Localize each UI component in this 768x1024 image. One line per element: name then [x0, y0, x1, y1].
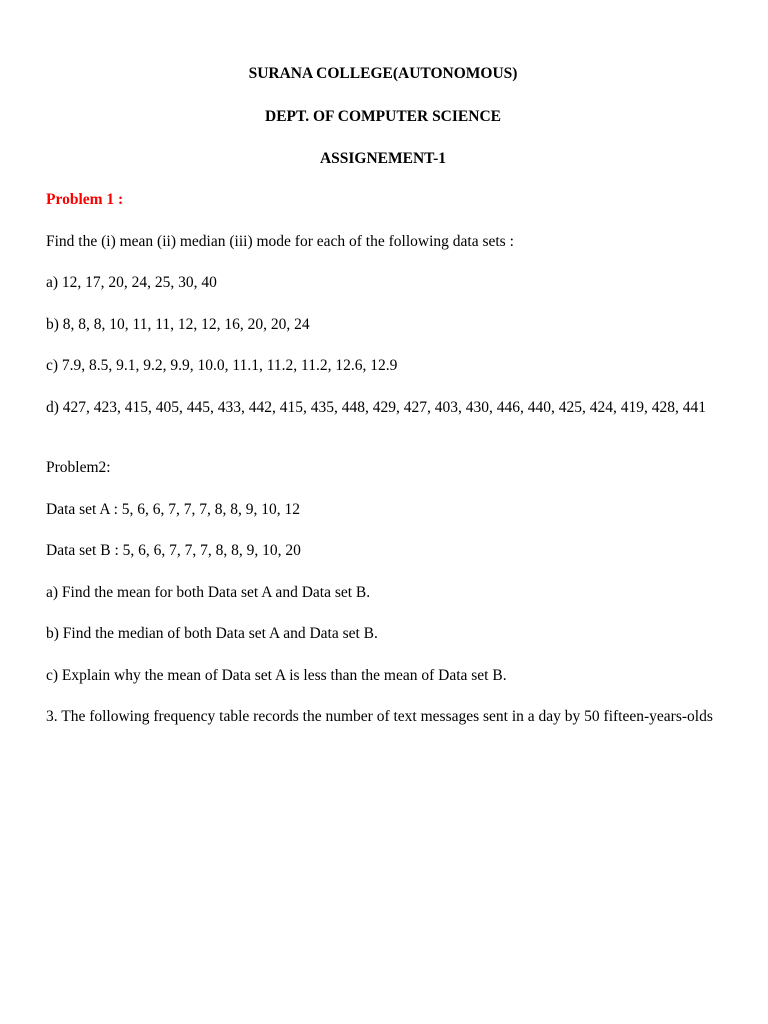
- data-set-b: Data set B : 5, 6, 6, 7, 7, 7, 8, 8, 9, 10, 20: [46, 542, 301, 559]
- problem1-item-c: c) 7.9, 8.5, 9.1, 9.2, 9.9, 10.0, 11.1, 11.2, 11.2, 12.6, 12.9: [46, 357, 398, 374]
- problem3-text: 3. The following frequency table records the number of text messages sent in a day by 50 fifteen-years-olds: [46, 708, 713, 725]
- problem1-item-b: b) 8, 8, 8, 10, 11, 11, 12, 12, 16, 20, 20, 24: [46, 316, 310, 333]
- problem2-question-a: a) Find the mean for both Data set A and Data set B.: [46, 584, 371, 601]
- assignment-title: ASSIGNEMENT-1: [319, 150, 447, 167]
- problem2-question-c: c) Explain why the mean of Data set A is less than the mean of Data set B.: [46, 667, 507, 684]
- department-title: DEPT. OF COMPUTER SCIENCE: [265, 108, 501, 125]
- problem1-item-a: a) 12, 17, 20, 24, 25, 30, 40: [46, 274, 217, 291]
- data-set-a: Data set A : 5, 6, 6, 7, 7, 7, 8, 8, 9, 10, 12: [46, 501, 301, 518]
- problem1-instruction: Find the (i) mean (ii) median (iii) mode for each of the following data sets :: [46, 233, 514, 250]
- problem1-item-d: d) 427, 423, 415, 405, 445, 433, 442, 415, 435, 448, 429, 427, 403, 430, 446, 440, 425, 424, 419, 428, 441: [46, 399, 707, 416]
- problem2-question-b: b) Find the median of both Data set A and Data set B.: [46, 625, 378, 642]
- college-title: SURANA COLLEGE(AUTONOMOUS): [248, 65, 518, 82]
- problem1-heading: Problem 1 :: [46, 191, 124, 208]
- problem2-heading: Problem2:: [46, 459, 111, 476]
